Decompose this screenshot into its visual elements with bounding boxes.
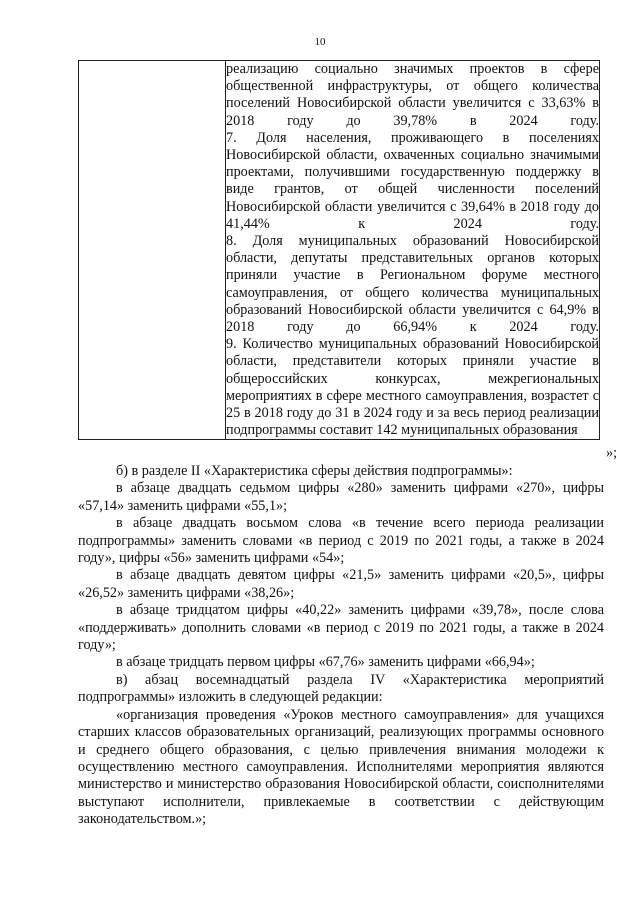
table-cell-empty xyxy=(79,61,226,440)
indicator-paragraph: 7. Доля населения, проживающего в поселениях Новосибирской области, охваченных социально значимыми проектами, получившими государственную поддержку в виде грантов, от общей численности поселений Новосибирской области увеличится с 39,64% в 2018 году до 41,44% к 2024 году. xyxy=(226,129,599,232)
body-paragraph: «организация проведения «Уроков местного самоуправления» для учащихся старших классов образовательных организаций, реализующих программы основного и среднего общего образования, с целью привлечения внимания молодежи к осуществлению местного самоуправления. Исполнителями мероприятия являются министерство и министерство образования Новосибирской области, соисполнителями выступают исполнители, привлекаемые в соответствии с действующим законодательством.»; xyxy=(78,706,604,828)
indicators-table xyxy=(78,60,600,440)
body-paragraph: в абзаце тридцать первом цифры «67,76» заменить цифрами «66,94»; xyxy=(116,654,535,671)
page-number: 10 xyxy=(314,36,326,48)
table-row xyxy=(79,61,600,440)
document-body xyxy=(78,463,604,829)
indicator-paragraph: 9. Количество муниципальных образований Новосибирской области, представители которых приняли участие в общероссийских конкурсах, межрегиональных мероприятиях в сфере местного самоуправления, возрастет с 25 в 2018 году до 31 в 2024 году и за весь период реализации подпрограммы составит 142 муниципальных образования xyxy=(226,336,599,439)
table-cell-indicators xyxy=(226,61,600,440)
indicator-paragraph: реализацию социально значимых проектов в сфере общественной инфраструктуры, от общего количества поселений Новосибирской области увеличится с 33,63% в 2018 году до 39,78% в 2024 году. xyxy=(226,61,599,129)
body-paragraph: в абзаце двадцать восьмом слова «в течение всего периода реализации подпрограммы» заменить словами «в период с 2019 по 2021 годы, а также в 2024 году», цифры «56» заменить цифрами «54»; xyxy=(78,515,604,567)
quote-close-mark: »; xyxy=(606,445,618,461)
body-paragraph: в абзаце двадцать седьмом цифры «280» заменить цифрами «270», цифры «57,14» заменить цифрами «55,1»; xyxy=(78,480,604,514)
body-paragraph: в абзаце тридцатом цифры «40,22» заменить цифрами «39,78», после слова «поддерживать» дополнить словами «в период с 2019 по 2021 годы, а также в 2024 году»; xyxy=(78,602,604,654)
body-paragraph: в) абзац восемнадцатый раздела IV «Характеристика мероприятий подпрограммы» изложить в следующей редакции: xyxy=(78,671,604,706)
body-paragraph: в абзаце двадцать девятом цифры «21,5» заменить цифрами «20,5», цифры «26,52» заменить цифрами «38,26»; xyxy=(78,567,604,601)
body-paragraph: б) в разделе II «Характеристика сферы действия подпрограммы»: xyxy=(116,463,513,479)
indicator-paragraph: 8. Доля муниципальных образований Новосибирской области, депутаты представительных органов которых приняли участие в Региональном форуме местного самоуправления, от общего количества муниципальных образований Новосибирской области увеличится с 64,9% в 2018 году до 66,94% к 2024 году. xyxy=(226,233,599,336)
